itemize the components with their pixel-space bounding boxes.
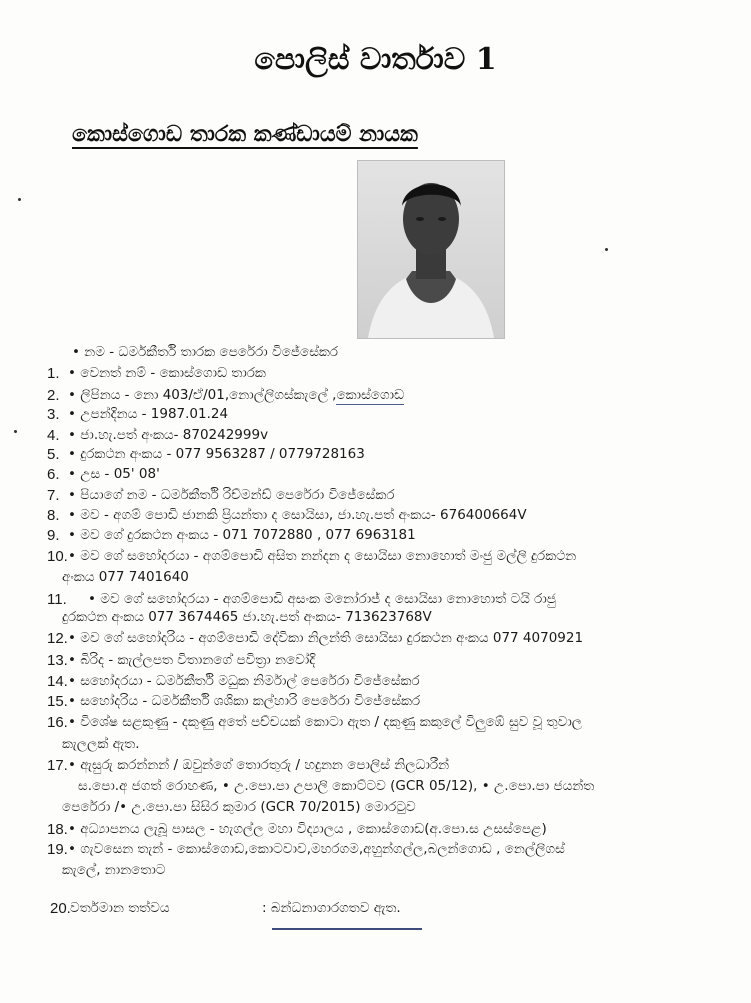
- name-line: • නම - ධර්මකීර්ති තාරක පෙරේරා විජේසේකර: [72, 344, 339, 360]
- item-text: • ජා.හැ.පත් අංකය- 870242999v: [68, 427, 269, 443]
- item-number: 4.: [47, 427, 60, 444]
- suspect-photo: [357, 160, 505, 339]
- item-text: • මව ගේ සහෝදරයා - අගම්පොඩි අසංක මනෝරාජ් ද සොයිසා නොහොත් ටයි රාජු: [88, 591, 556, 607]
- page-title: පොලිස් වාර්තාව 1: [254, 42, 497, 77]
- item-text: • දුරකථන අංකය - 077 9563287 / 0779728163: [68, 446, 365, 462]
- item-text: • මව ගේ සහෝදරිය - අගම්පොඩි දේවිකා නිලන්ති සොයිසා දුරකථන අංකය 077 4070921: [68, 630, 584, 646]
- item-number: 16.: [47, 714, 68, 731]
- item-number: 8.: [47, 507, 60, 524]
- page-subtitle: කොස්ගොඩ තාරක කණ්ඩායම් නායක: [72, 122, 418, 147]
- item-number: 14.: [47, 673, 68, 690]
- item-text: • විශේෂ සළකුණු - දකුණු අතේ පච්චයක් කොටා ඇත / දකුණු කකුලේ විලුඹේ සුව වූ තුවාල: [68, 714, 583, 730]
- item-number: 10.: [47, 548, 68, 565]
- scan-speck: [605, 248, 608, 251]
- item-text: • ගැවසෙන තැන් - කොස්ගොඩ,කොටවාව,මහරගම,අහුන්ගල්ල,බලන්ගොඩ , නෙල්ලිගස්: [68, 841, 565, 857]
- status-underline: [272, 928, 422, 930]
- item-number: 1.: [47, 365, 60, 382]
- item-number: 12.: [47, 630, 68, 647]
- item-text: • ඇසුරු කරන්නන් / ඔවුන්ගේ තොරතුරු / හදුනන පොලිස් නිලධාරීන්: [68, 757, 450, 773]
- scan-speck: [18, 198, 21, 201]
- item-text: අංකය 077 7401640: [62, 569, 189, 585]
- item-text: • සහෝදරයා - ධර්මකීර්ති මධුක නිර්මාල් පෙරේරා විජේසේකර: [68, 673, 420, 689]
- item-number: 9.: [47, 527, 60, 544]
- item-text: [68, 387, 404, 403]
- item-text: කැලේ, නානතොට: [62, 862, 166, 878]
- item-number: 11.: [47, 591, 67, 608]
- item-number: 18.: [47, 821, 68, 838]
- item-text: • අධ්‍යාපනය ලැබූ පාසල - හැගල්ල මහා විද්‍යාලය , කොස්ගොඩ(අ.පො.ස උසස්පෙළ): [68, 821, 547, 837]
- item-text: • පියාගේ නම - ධර්මකීර්ති රිච්මන්ඩ් පෙරේරා විජේසේකර: [68, 487, 395, 503]
- item-text: • මව ගේ දුරකථන අංකය - 071 7072880 , 077 6963181: [68, 527, 416, 543]
- scan-speck: [14, 430, 17, 433]
- item-text: • සහෝදරිය - ධර්මකීර්ති ශශිකා කල්හාරි පෙරේරා විජේසේකර: [68, 693, 421, 709]
- item-number: 2.: [47, 387, 60, 404]
- item-number: 5.: [47, 446, 60, 463]
- item-text: • මව ගේ සහෝදරයා - අගම්පොඩි අසිත නන්දන ද සොයිසා නොහොත් මංජු මල්ලි දුරකථන: [68, 548, 577, 564]
- item-number: 7.: [47, 487, 60, 504]
- address-town: කොස්ගොඩ: [336, 387, 405, 403]
- item-number: 17.: [47, 757, 68, 774]
- item-number: 13.: [47, 652, 68, 669]
- item-text: • උස - 05' 08': [68, 466, 160, 482]
- item-text: දුරකථන අංකය 077 3674465 ජා.හැ.පත් අංකය- 713623768V: [62, 609, 432, 625]
- item-text: කැලලක් ඇත.: [62, 736, 140, 752]
- status-label: වර්තමාන තත්වය: [70, 900, 170, 916]
- item-text: • උපන්දිනය - 1987.01.24: [68, 406, 229, 422]
- item-number: 19.: [47, 841, 68, 858]
- item-number: 3.: [47, 406, 60, 423]
- item-text: ස.පො.අ ජගත් රොහණ, • උ.පො.පා උපාලි කොට්ටව (GCR 05/12), • උ.පො.පා ජයන්ත: [78, 778, 595, 794]
- address-text: • ලිපිනය - නො 403/ඒ/01,නොල්ලිගස්කැලේ ,: [68, 387, 337, 403]
- item-number: 15.: [47, 693, 68, 710]
- item-text: • මව - අගම් පොඩි ජානකි ප්‍රියන්තා ද සොයිසා, ජා.හැ.පත් අංකය- 676400664V: [68, 507, 527, 523]
- item-text: පෙරේරා /• උ.පො.පා සිසිර කුමාර (GCR 70/2015) මොරටුව: [62, 799, 416, 815]
- item-number: 6.: [47, 466, 60, 483]
- item-text: • බිරිද - කැල්ලපත විතානගේ පවිත්‍රා නවෝදි: [68, 652, 316, 668]
- item-text: • වෙනත් නම් - කොස්ගොඩ තාරක: [68, 365, 266, 381]
- item-number: 20.: [50, 900, 71, 917]
- status-value: : බන්ධනාගාරගතව ඇත.: [262, 900, 401, 916]
